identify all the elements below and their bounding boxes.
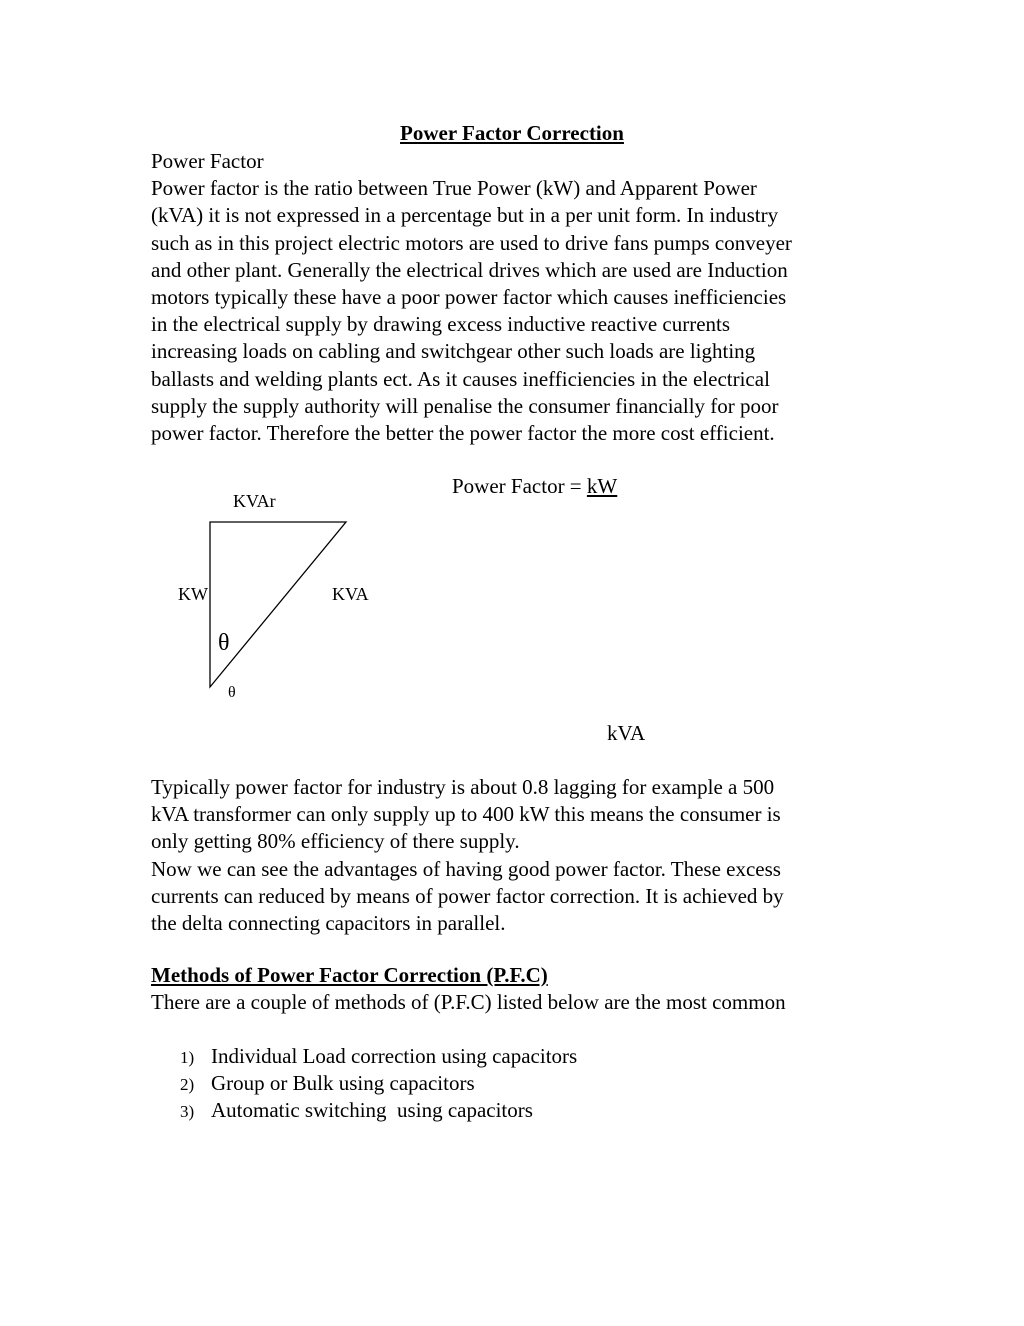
list-item [180, 1043, 577, 1070]
methods-section [151, 962, 881, 1016]
intro-line: motors typically these have a poor power factor which causes inefficiencies [151, 285, 787, 310]
intro-line: increasing loads on cabling and switchgear other such loads are lighting [151, 339, 756, 364]
methods-list [180, 1043, 577, 1125]
methods-intro: There are a couple of methods of (P.F.C) listed below are the most common [151, 990, 786, 1015]
intro-line: and other plant. Generally the electrical drives which are used are Induction [151, 257, 788, 282]
list-item [180, 1070, 577, 1097]
kva-label: KVA [332, 584, 369, 604]
formula-numerator: kW [586, 474, 618, 498]
power-triangle [210, 522, 346, 687]
body-line: the delta connecting capacitors in parallel. [151, 911, 506, 936]
list-item-number: 3) [180, 1102, 195, 1122]
body-line: only getting 80% efficiency of there supply. [151, 829, 520, 854]
intro-line: such as in this project electric motors are used to drive fans pumps conveyer [151, 230, 792, 255]
list-item [180, 1097, 577, 1124]
intro-line: supply the supply authority will penalise the consumer financially for poor [151, 393, 779, 418]
intro-line: (kVA) it is not expressed in a percentage but in a per unit form. In industry [151, 203, 779, 228]
body-line: Now we can see the advantages of having good power factor. These excess [151, 856, 781, 881]
body-section [151, 774, 881, 937]
theta-small-label: θ [228, 684, 236, 701]
list-item-text: Automatic switching using capacitors [211, 1098, 533, 1123]
methods-heading: Methods of Power Factor Correction (P.F.C) [151, 963, 548, 987]
intro-line: Power factor is the ratio between True Power (kW) and Apparent Power [151, 176, 757, 201]
list-item-text: Individual Load correction using capacitors [211, 1044, 578, 1068]
body-line: currents can reduced by means of power factor correction. It is achieved by [151, 883, 784, 908]
intro-line: ballasts and welding plants ect. As it causes inefficiencies in the electrical [151, 366, 770, 391]
intro-line: in the electrical supply by drawing excess inductive reactive currents [151, 312, 731, 337]
document-title: Power Factor Correction [400, 121, 624, 145]
formula-prefix: Power Factor = [452, 474, 587, 498]
power-factor-formula [452, 473, 617, 500]
kvar-label: KVAr [233, 491, 276, 511]
kw-label: KW [178, 584, 208, 604]
body-line: Typically power factor for industry is about 0.8 lagging for example a 500 [151, 775, 775, 799]
list-item-text: Group or Bulk using capacitors [211, 1071, 475, 1096]
intro-line: power factor. Therefore the better the power factor the more cost efficient. [151, 421, 775, 446]
theta-large-label: θ [218, 630, 230, 656]
list-item-number: 1) [180, 1048, 195, 1067]
intro-heading: Power Factor [151, 149, 264, 173]
body-line: kVA transformer can only supply up to 400 kW this means the consumer is [151, 802, 781, 827]
list-item-number: 2) [180, 1075, 195, 1095]
formula-denominator: kVA [607, 721, 646, 745]
